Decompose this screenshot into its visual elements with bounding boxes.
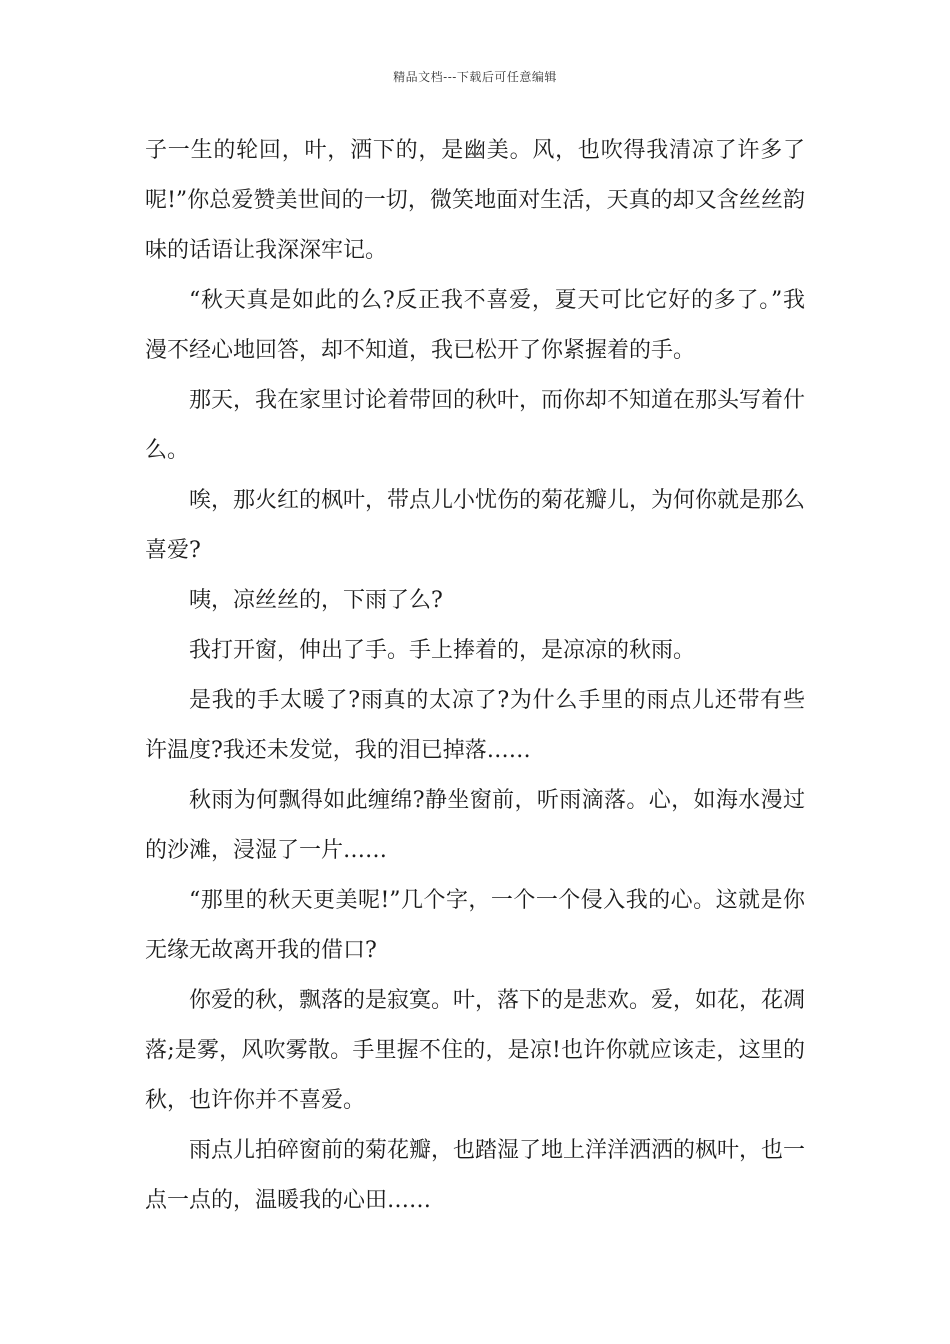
paragraph: 子一生的轮回，叶，洒下的，是幽美。风，也吹得我清凉了许多了呢!”你总爱赞美世间的一切，微笑地面对生活，天真的却又含丝丝韵味的话语让我深深牢记。 — [145, 138, 805, 263]
paragraph: 那天，我在家里讨论着带回的秋叶，而你却不知道在那头写着什么。 — [145, 388, 806, 463]
paragraph: 我打开窗，伸出了手。手上捧着的，是凉凉的秋雨。 — [189, 638, 696, 663]
document-body — [145, 126, 805, 1226]
paragraph: “那里的秋天更美呢!”几个字，一个一个侵入我的心。这就是你无缘无故离开我的借口? — [145, 888, 805, 963]
paragraph: 雨点儿拍碎窗前的菊花瓣，也踏湿了地上洋洋洒洒的枫叶，也一点一点的，温暖我的心田…… — [145, 1138, 806, 1213]
page-header: 精品文档---下载后可任意编辑 — [393, 70, 557, 84]
paragraph: “秋天真是如此的么?反正我不喜爱，夏天可比它好的多了。”我漫不经心地回答，却不知道，我已松开了你紧握着的手。 — [145, 288, 805, 363]
paragraph: 是我的手太暖了?雨真的太凉了?为什么手里的雨点儿还带有些许温度?我还未发觉，我的泪已掉落…… — [145, 688, 805, 763]
paragraph: 唉，那火红的枫叶，带点儿小忧伤的菊花瓣儿，为何你就是那么喜爱? — [145, 488, 806, 563]
paragraph: 咦，凉丝丝的，下雨了么? — [189, 588, 443, 613]
paragraph: 你爱的秋，飘落的是寂寞。叶，落下的是悲欢。爱，如花，花凋落;是雾，风吹雾散。手里握不住的，是凉!也许你就应该走，这里的秋，也许你并不喜爱。 — [145, 988, 806, 1113]
paragraph: 秋雨为何飘得如此缠绵?静坐窗前，听雨滴落。心，如海水漫过的沙滩，浸湿了一片…… — [145, 788, 805, 863]
